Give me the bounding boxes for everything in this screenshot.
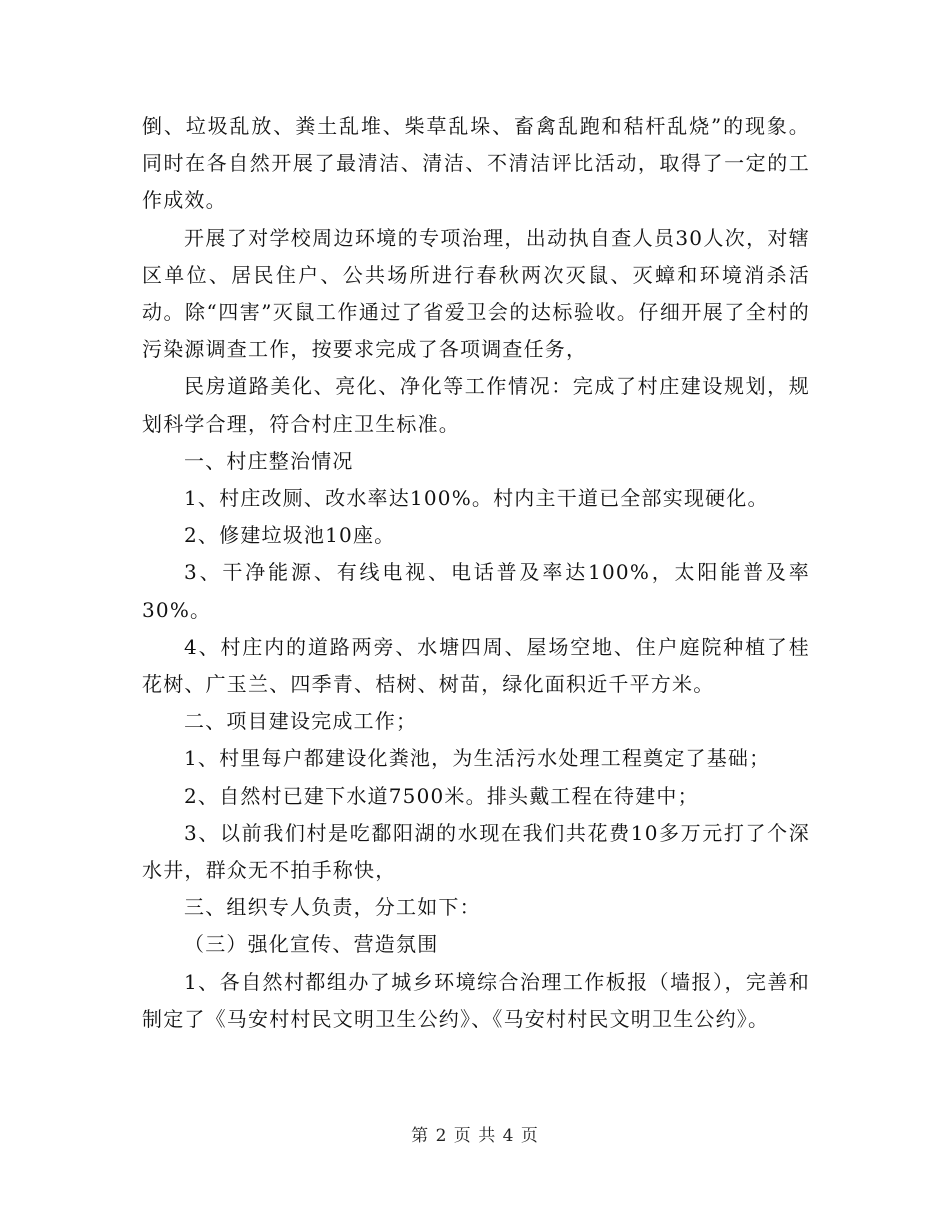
list-item: 4、村庄内的道路两旁、水塘四周、屋场空地、住户庭院种植了桂花树、广玉兰、四季青、桔树、树苗，绿化面积近千平方米。: [142, 634, 810, 697]
paragraph: 倒、垃圾乱放、粪土乱堆、柴草乱垛、畜禽乱跑和秸杆乱烧”的现象。同时在各自然开展了最清洁、清洁、不清洁评比活动，取得了一定的工作成效。: [142, 114, 810, 213]
page-number-footer: 第 2 页 共 4 页: [411, 1126, 539, 1146]
list-item: 3、以前我们村是吃鄱阳湖的水现在我们共花费10多万元打了个深水井，群众无不拍手称快，: [142, 820, 810, 883]
list-item: 2、自然村已建下水道7500米。排头戴工程在待建中；: [184, 783, 699, 808]
document-body: [142, 108, 810, 1038]
subsection-heading: （三）强化宣传、营造氛围: [184, 932, 439, 957]
paragraph: 民房道路美化、亮化、净化等工作情况：完成了村庄建设规划，规划科学合理，符合村庄卫生标准。: [142, 374, 810, 436]
list-item: 1、村庄改厕、改水率达100%。村内主干道已全部实现硬化。: [184, 486, 769, 511]
list-item: 2、修建垃圾池10座。: [184, 523, 396, 548]
list-item: 3、干净能源、有线电视、电话普及率达100%，太阳能普及率30%。: [142, 560, 810, 622]
list-item: 1、村里每户都建设化粪池，为生活污水处理工程奠定了基础；: [184, 746, 771, 771]
section-heading: 三、组织专人负责，分工如下：: [184, 895, 481, 920]
section-heading: 一、村庄整治情况: [184, 448, 354, 473]
section-heading: 二、项目建设完成工作；: [184, 709, 418, 734]
paragraph: 开展了对学校周边环境的专项治理，出动执自查人员30人次，对辖区单位、居民住户、公共场所进行春秋两次灭鼠、灭蟑和环境消杀活动。除“四害”灭鼠工作通过了省爱卫会的达标验收。仔细开展了全村的污染源调查工作，按要求完成了各项调查任务，: [142, 225, 810, 362]
list-item: 1、各自然村都组办了城乡环境综合治理工作板报（墙报），完善和制定了《马安村村民文明卫生公约》、《马安村村民文明卫生公约》。: [142, 969, 810, 1031]
